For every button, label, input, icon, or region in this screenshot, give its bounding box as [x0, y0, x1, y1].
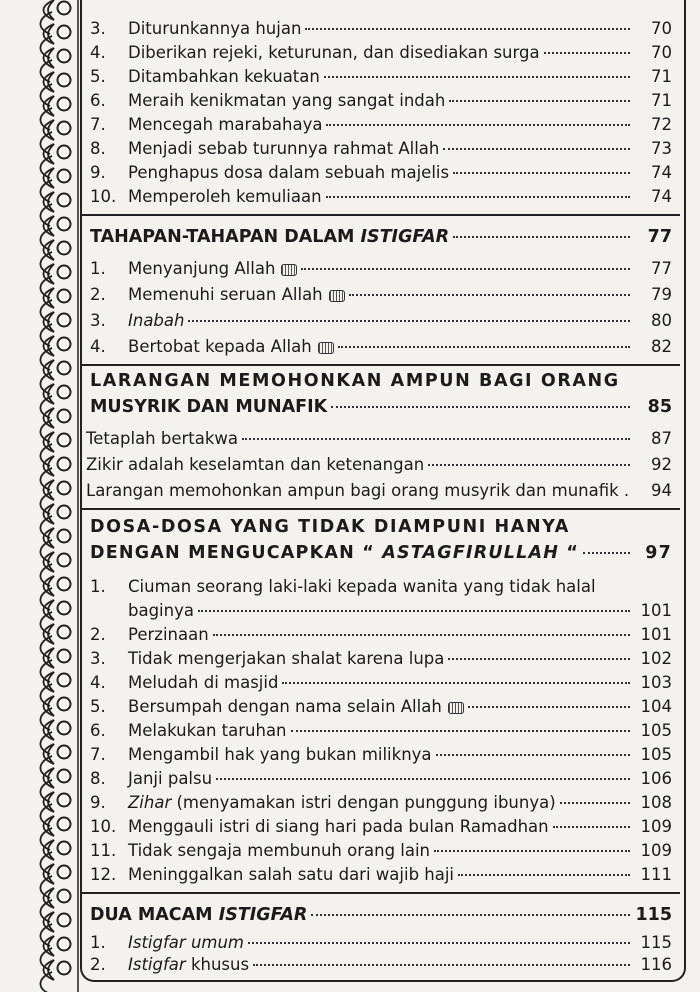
dot-leader	[291, 730, 630, 732]
entry-page: 70	[651, 43, 672, 62]
entry-title: Menggauli istri di siang hari pada bulan Ramadhan	[128, 817, 549, 836]
entry-number: 3.	[90, 311, 106, 330]
entry-page: 70	[651, 19, 672, 38]
entry-number: 8.	[90, 139, 106, 158]
entry-page: 80	[651, 311, 672, 330]
entry-page: 71	[651, 67, 672, 86]
entry-page: 79	[651, 285, 672, 304]
entry-page: 104	[640, 697, 672, 716]
toc-entry	[86, 258, 678, 280]
dot-leader	[253, 964, 630, 966]
toc-entry	[86, 954, 678, 976]
entry-title: Diturunkannya hujan	[128, 19, 302, 38]
entry-italic-title: Zihar	[128, 793, 172, 812]
entry-number: 10.	[90, 817, 117, 836]
entry-number: 10.	[90, 187, 117, 206]
entry-title: khusus	[185, 955, 250, 974]
dot-leader	[443, 148, 630, 150]
toc-entry	[86, 90, 678, 112]
toc-entry	[86, 768, 678, 790]
toc-entry: 1. Ciuman seorang laki-laki kepada wanita yang tidak halal	[90, 577, 596, 596]
entry-title: Istigfar umum	[128, 933, 244, 952]
dot-leader	[305, 28, 630, 30]
entry-number: 1.	[90, 259, 106, 278]
section-divider	[82, 214, 680, 216]
entry-page: 108	[640, 793, 672, 812]
entry-page: 92	[651, 455, 672, 474]
toc-entry	[86, 792, 678, 814]
entry-page: 94	[651, 481, 672, 500]
dot-leader	[544, 52, 630, 54]
entry-title: Zikir adalah keselamtan dan ketenangan	[86, 455, 425, 474]
entry-page: 109	[640, 841, 672, 860]
dot-leader	[326, 124, 630, 126]
dot-leader	[324, 76, 630, 78]
entry-page: 111	[640, 865, 672, 884]
entry-page: 87	[651, 429, 672, 448]
toc-entry	[86, 720, 678, 742]
entry-page: 77	[651, 259, 672, 278]
dot-leader	[553, 826, 630, 828]
heading-text: “	[559, 543, 580, 563]
entry-title: Penghapus dosa dalam sebuah majelis	[128, 163, 450, 182]
entry-number: 6.	[90, 91, 106, 110]
heading-text: TAHAPAN-TAHAPAN DALAM	[90, 227, 361, 247]
dot-leader	[428, 464, 630, 466]
entry-title: Bertobat kepada Allah	[128, 337, 312, 356]
heading-text: DUA MACAM	[90, 905, 219, 925]
section-heading	[86, 226, 678, 248]
section-divider	[82, 892, 680, 894]
section-divider	[82, 364, 680, 366]
toc-entry	[86, 864, 678, 886]
entry-page: 102	[640, 649, 672, 668]
toc-entry	[86, 744, 678, 766]
toc-entry	[86, 428, 678, 450]
entry-page: 71	[651, 91, 672, 110]
dot-leader	[583, 552, 630, 554]
entry-page: 103	[640, 673, 672, 692]
entry-title: Meninggalkan salah satu dari wajib haji	[128, 865, 455, 884]
entry-page: 73	[651, 139, 672, 158]
honorific-seal-icon	[448, 702, 464, 714]
dot-leader	[436, 754, 630, 756]
entry-page: 109	[640, 817, 672, 836]
dot-leader	[434, 850, 630, 852]
entry-title: Memperoleh kemuliaan	[128, 187, 322, 206]
heading-page: 77	[647, 227, 672, 247]
toc-entry	[86, 18, 678, 40]
dot-leader	[449, 100, 630, 102]
entry-title: Mencegah marabahaya	[128, 115, 323, 134]
toc-entry	[86, 284, 678, 306]
entry-title: Menyanjung Allah	[128, 259, 276, 278]
dot-leader	[301, 268, 630, 270]
entry-number: 3.	[90, 19, 106, 38]
toc-entry	[86, 624, 678, 646]
section-heading	[86, 904, 678, 926]
entry-title: Perzinaan	[128, 625, 209, 644]
entry-page: 115	[640, 933, 672, 952]
entry-italic-title: Istigfar	[128, 955, 186, 974]
entry-title: Inabah	[128, 311, 185, 330]
entry-page: 74	[651, 163, 672, 182]
section-divider	[82, 508, 680, 510]
entry-page: 105	[640, 745, 672, 764]
table-of-contents	[86, 0, 684, 992]
entry-title: Tidak sengaja membunuh orang lain	[128, 841, 431, 860]
entry-number: 4.	[90, 337, 106, 356]
toc-entry	[86, 816, 678, 838]
toc-entry	[86, 840, 678, 862]
entry-title: Bersumpah dengan nama selain Allah	[128, 697, 442, 716]
entry-number: 8.	[90, 769, 106, 788]
entry-number: 4.	[90, 43, 106, 62]
entry-title: Memenuhi seruan Allah	[128, 285, 323, 304]
honorific-seal-icon	[281, 264, 297, 276]
entry-title: Janji palsu	[128, 769, 213, 788]
dot-leader	[248, 942, 630, 944]
toc-entry-continuation	[86, 600, 678, 622]
entry-page: 74	[651, 187, 672, 206]
entry-title: Diberikan rejeki, keturunan, dan disediakan surga	[128, 43, 540, 62]
entry-title: Tidak mengerjakan shalat karena lupa	[128, 649, 445, 668]
toc-entry	[86, 696, 678, 718]
toc-entry	[86, 114, 678, 136]
entry-title: Melakukan taruhan	[128, 721, 287, 740]
entry-page: 105	[640, 721, 672, 740]
toc-entry	[86, 932, 678, 954]
dot-leader	[326, 196, 630, 198]
toc-entry	[86, 480, 678, 502]
entry-page: 72	[651, 115, 672, 134]
entry-number: 2.	[90, 625, 106, 644]
entry-number: 9.	[90, 163, 106, 182]
dot-leader	[453, 172, 630, 174]
dot-leader	[198, 610, 630, 612]
entry-page: 101	[640, 601, 672, 620]
entry-number: 7.	[90, 745, 106, 764]
entry-number: 5.	[90, 697, 106, 716]
dot-leader	[338, 346, 630, 348]
entry-title: baginya	[128, 601, 194, 620]
toc-entry	[86, 138, 678, 160]
entry-number: 2.	[90, 285, 106, 304]
entry-title: Mengambil hak yang bukan miliknya	[128, 745, 432, 764]
entry-page: 116	[640, 955, 672, 974]
entry-number: 2.	[90, 955, 106, 974]
toc-entry	[86, 42, 678, 64]
heading-italic-text: ISTIGFAR	[218, 905, 308, 925]
dot-leader	[331, 406, 630, 408]
toc-entry	[86, 648, 678, 670]
toc-entry	[86, 186, 678, 208]
heading-italic-text: ASTAGFIRULLAH	[382, 543, 560, 563]
honorific-seal-icon	[329, 290, 345, 302]
toc-entry	[86, 162, 678, 184]
entry-number: 7.	[90, 115, 106, 134]
toc-entry	[86, 672, 678, 694]
entry-page: 101	[640, 625, 672, 644]
entry-title: Ditambahkan kekuatan	[128, 67, 320, 86]
heading-page: 85	[647, 397, 672, 417]
toc-entry	[86, 454, 678, 476]
entry-title: (menyamakan istri dengan punggung ibunya)	[171, 793, 556, 812]
heading-text: LARANGAN MEMOHONKAN AMPUN BAGI ORANG	[90, 371, 620, 391]
entry-number: 5.	[90, 67, 106, 86]
section-heading	[86, 370, 678, 392]
entry-title: Meraih kenikmatan yang sangat indah	[128, 91, 446, 110]
dot-leader	[458, 874, 630, 876]
entry-number: 11.	[90, 841, 117, 860]
entry-title: Menjadi sebab turunnya rahmat Allah	[128, 139, 440, 158]
dot-leader	[213, 634, 630, 636]
entry-number: 12.	[90, 865, 117, 884]
dot-leader	[448, 658, 630, 660]
heading-text: DENGAN MENGUCAPKAN “	[90, 543, 383, 563]
decorative-border	[0, 0, 82, 992]
dot-leader	[282, 682, 630, 684]
honorific-seal-icon	[318, 342, 334, 354]
dot-leader	[349, 294, 630, 296]
heading-italic-text: ISTIGFAR	[360, 227, 450, 247]
section-heading	[86, 516, 678, 538]
heading-page: 115	[635, 905, 672, 925]
entry-title: Ciuman seorang laki-laki kepada wanita yang tidak halal	[128, 577, 596, 596]
dot-leader	[188, 320, 630, 322]
heading-text: MUSYRIK DAN MUNAFIK	[90, 397, 328, 417]
dot-leader	[468, 706, 630, 708]
toc-entry	[86, 66, 678, 88]
entry-title: Larangan memohonkan ampun bagi orang musyrik dan munafik .	[86, 481, 630, 500]
dot-leader	[311, 914, 630, 916]
entry-number: 4.	[90, 673, 106, 692]
dot-leader	[453, 236, 630, 238]
entry-number: 1.	[90, 933, 106, 952]
entry-page: 106	[640, 769, 672, 788]
dot-leader	[560, 802, 630, 804]
heading-text: DOSA-DOSA YANG TIDAK DIAMPUNI HANYA	[90, 517, 570, 537]
dot-leader	[242, 438, 630, 440]
section-heading-line	[86, 396, 678, 418]
toc-entry	[86, 310, 678, 332]
entry-number: 6.	[90, 721, 106, 740]
entry-number: 3.	[90, 649, 106, 668]
section-heading-line	[86, 542, 678, 564]
entry-number: 9.	[90, 793, 106, 812]
entry-page: 82	[651, 337, 672, 356]
entry-title: Meludah di masjid	[128, 673, 279, 692]
dot-leader	[216, 778, 630, 780]
heading-page: 97	[645, 543, 672, 563]
toc-entry	[86, 336, 678, 358]
entry-title: Tetaplah bertakwa	[86, 429, 239, 448]
